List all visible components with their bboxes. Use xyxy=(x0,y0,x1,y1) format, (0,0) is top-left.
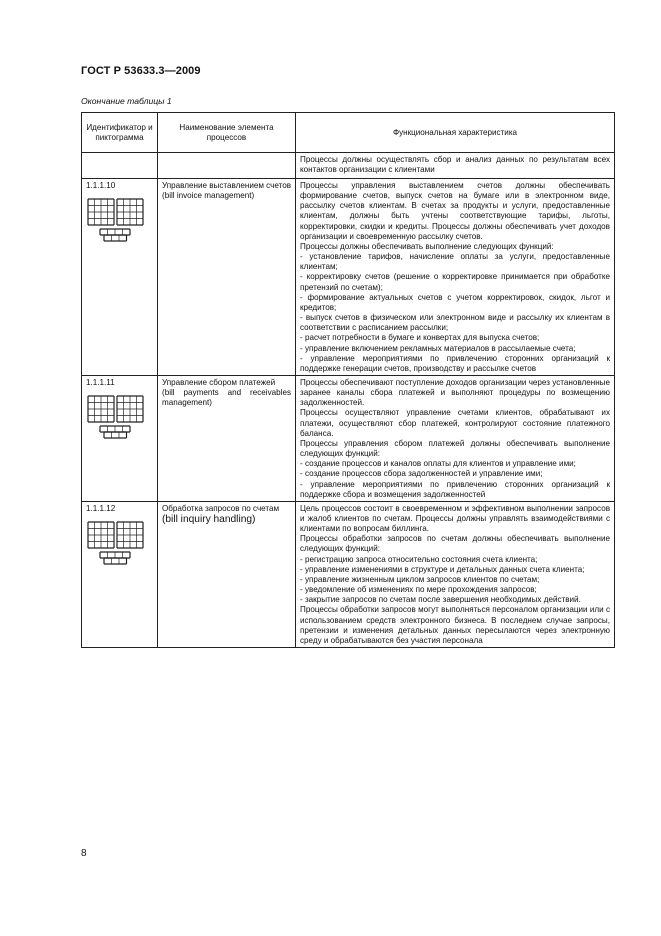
process-id: 1.1.1.10 xyxy=(86,181,116,190)
continued-text: Процессы должны осуществлять сбор и анализ данных по результатам всех контактов организации с клиентами xyxy=(296,153,615,179)
process-description: Процессы обеспечивают поступление доходов организации через установленные заранее каналы сбора платежей и выполняют процедуры по возмещению задолженностей. Процессы осуществляют управление счетами клиентов, обрабатывают их платежи, осуществляют сбор платежей, контролируют состояние платежного баланса. Процессы управления сбором платежей должны обеспечивать выполнение следующих функций: - создание процессов и каналов оплаты для клиентов и управление ими; - создание процессов сбора задолженностей и управление ими; - управление мероприятиями по привлечению сторонних организаций к поддержке сбора и возмещения задолженностей xyxy=(296,375,615,501)
process-pictogram-icon xyxy=(86,520,150,576)
process-name: Обработка запросов по счетам xyxy=(162,503,280,513)
functions-table xyxy=(81,112,615,648)
process-description: Процессы управления выставлением счетов должны обеспечивать формирование счетов, выпуск счетов на бумаге или в электронном виде, рассылку счетов клиентам. В счетах за продукты и услуги, предоставленные клиентам, должны быть учтены соответствующие тарифы, льготы, корректировки, скидки и кредиты. Процессы должны обеспечивать учет доходов организации и своевременную рассылку счетов. Процессы должны обеспечивать выполнение следующих функций: - установление тарифов, начисление оплаты за услуги, предоставленные клиентам; - корректировку счетов (решение о корректировке принимается при обработке претензий по счетам); - формирование актуальных счетов с учетом корректировок, скидок, льгот и кредитов; - выпуск счетов в физическом или электронном виде и рассылку их клиентам в соответствии с расписанием рассылки; - расчет потребности в бумаге и конвертах для выпуска счетов; - управление включением рекламных материалов в рассылаемые счета; - управление мероприятиями по привлечению сторонних организаций к поддержке генерации счетов, производству и рассылке счетов xyxy=(296,179,615,376)
process-description: Цель процессов состоит в своевременном и эффективном выполнении запросов и жалоб клиентов по счетам. Процессы должны управлять взаимодействиями с клиентами по вопросам биллинга. Процессы обработки запросов по счетам должны обеспечивать выполнение следующих функций: - регистрацию запроса относительно состояния счета клиента; - управление изменениями в структуре и детальных данных счета клиента; - управление жизненным циклом запросов клиентов по счетам; - уведомление об изменениях по мере прохождения запросов; - закрытие запросов по счетам после завершения необходимых действий. Процессы обработки запросов могут выполняться персоналом организации или с использованием средств электронного бизнеса. В последнем случае запросы, претензии и изменения детальных данных пересылаются через электронную среду и обрабатываются без участия персонала xyxy=(296,501,615,647)
process-pictogram-icon xyxy=(86,394,150,450)
header-characteristic: Функциональная характеристика xyxy=(296,113,615,153)
process-id: 1.1.1.12 xyxy=(86,503,116,513)
process-name-en: (bill payments and receivables management) xyxy=(162,388,291,408)
table-row xyxy=(82,501,615,647)
table-header-row xyxy=(82,113,615,153)
process-pictogram-icon xyxy=(86,197,150,253)
process-id: 1.1.1.11 xyxy=(86,377,115,387)
process-name: Управление сбором платежей xyxy=(162,377,276,387)
document-code: ГОСТ Р 53633.3—2009 xyxy=(81,65,201,77)
table-row xyxy=(82,179,615,376)
process-name: Управление выставлением счетов xyxy=(162,181,291,190)
page-number: 8 xyxy=(81,848,87,859)
process-name-en: (bill inquiry handling) xyxy=(162,514,256,525)
table-row xyxy=(82,153,615,179)
table-row xyxy=(82,375,615,501)
process-name-en: (bill invoice management) xyxy=(162,191,255,201)
header-name: Наименование элемента процессов xyxy=(158,113,296,153)
table-caption: Окончание таблицы 1 xyxy=(81,96,172,106)
header-identifier: Идентификатор и пиктограмма xyxy=(82,113,158,153)
